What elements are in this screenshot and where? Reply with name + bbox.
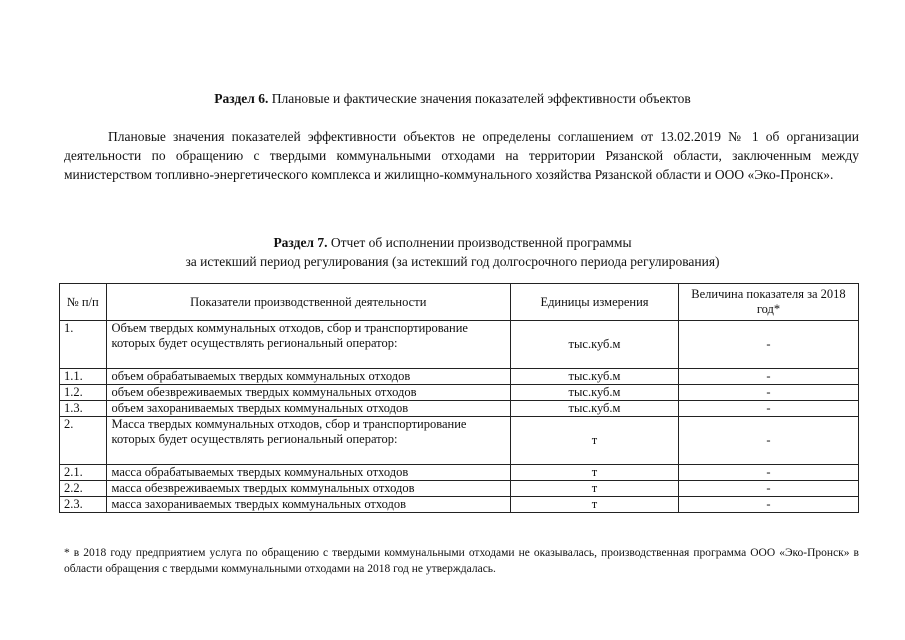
row-indicator: масса захораниваемых твердых коммунальных отходов: [106, 497, 511, 513]
row-indicator: масса обезвреживаемых твердых коммунальных отходов: [106, 481, 511, 497]
row-indicator: объем обезвреживаемых твердых коммунальных отходов: [106, 385, 511, 401]
section-7-number: Раздел 7.: [273, 235, 328, 250]
row-unit: т: [511, 417, 679, 465]
header-value: Величина показателя за 2018 год*: [678, 284, 858, 321]
row-number: 2.1.: [60, 465, 107, 481]
row-number: 2.: [60, 417, 107, 465]
header-unit: Единицы измерения: [511, 284, 679, 321]
table-row: [60, 401, 859, 417]
row-value: -: [678, 481, 858, 497]
table-row: [60, 481, 859, 497]
section-7-title: Отчет об исполнении производственной программы: [327, 235, 632, 250]
row-number: 1.2.: [60, 385, 107, 401]
row-value: -: [678, 417, 858, 465]
table-row: [60, 417, 859, 465]
row-indicator: объем обрабатываемых твердых коммунальных отходов: [106, 369, 511, 385]
row-unit: т: [511, 497, 679, 513]
table-row: [60, 385, 859, 401]
section-6-paragraph: Плановые значения показателей эффективности объектов не определены соглашением от 13.02.2019 № 1 об организации деятельности по обращению с твердыми коммунальными отходами на территории Рязанской области, заключенным между министерством топливно-энергетического комплекса и жилищно-коммунального хозяйства Рязанской области и ООО «Эко-Пронск».: [64, 129, 859, 182]
row-number: 1.1.: [60, 369, 107, 385]
section-7-heading: [0, 233, 905, 271]
section-6-title: Плановые и фактические значения показателей эффективности объектов: [268, 91, 691, 106]
row-indicator: объем захораниваемых твердых коммунальных отходов: [106, 401, 511, 417]
row-unit: т: [511, 481, 679, 497]
header-indicator: Показатели производственной деятельности: [106, 284, 511, 321]
row-indicator: Масса твердых коммунальных отходов, сбор и транспортирование которых будет осуществлять региональный оператор:: [106, 417, 511, 465]
row-value: -: [678, 385, 858, 401]
row-unit: тыс.куб.м: [511, 369, 679, 385]
production-report-table: [59, 283, 859, 513]
row-unit: тыс.куб.м: [511, 401, 679, 417]
table-row: [60, 369, 859, 385]
row-value: -: [678, 401, 858, 417]
row-value: -: [678, 465, 858, 481]
row-number: 2.3.: [60, 497, 107, 513]
table-header-row: [60, 284, 859, 321]
row-unit: тыс.куб.м: [511, 385, 679, 401]
row-unit: тыс.куб.м: [511, 321, 679, 369]
table-row: [60, 465, 859, 481]
section-7-title-line: [0, 233, 905, 252]
footnote: * в 2018 году предприятием услуга по обращению с твердыми коммунальными отходами не оказывалась, производственная программа ООО «Эко-Пронск» в области обращения с твердыми коммунальными отходами на 2018 год не утверждалась.: [64, 547, 859, 575]
section-6-heading: [0, 91, 905, 107]
row-value: -: [678, 321, 858, 369]
row-number: 1.3.: [60, 401, 107, 417]
row-indicator: масса обрабатываемых твердых коммунальных отходов: [106, 465, 511, 481]
row-number: 1.: [60, 321, 107, 369]
table-row: [60, 321, 859, 369]
row-unit: т: [511, 465, 679, 481]
table-row: [60, 497, 859, 513]
header-number: № п/п: [60, 284, 107, 321]
section-7-subtitle: за истекший период регулирования (за истекший год долгосрочного периода регулирования): [185, 254, 720, 269]
row-value: -: [678, 497, 858, 513]
row-number: 2.2.: [60, 481, 107, 497]
section-6-number: Раздел 6.: [214, 91, 269, 106]
row-value: -: [678, 369, 858, 385]
row-indicator: Объем твердых коммунальных отходов, сбор и транспортирование которых будет осуществлять региональный оператор:: [106, 321, 511, 369]
